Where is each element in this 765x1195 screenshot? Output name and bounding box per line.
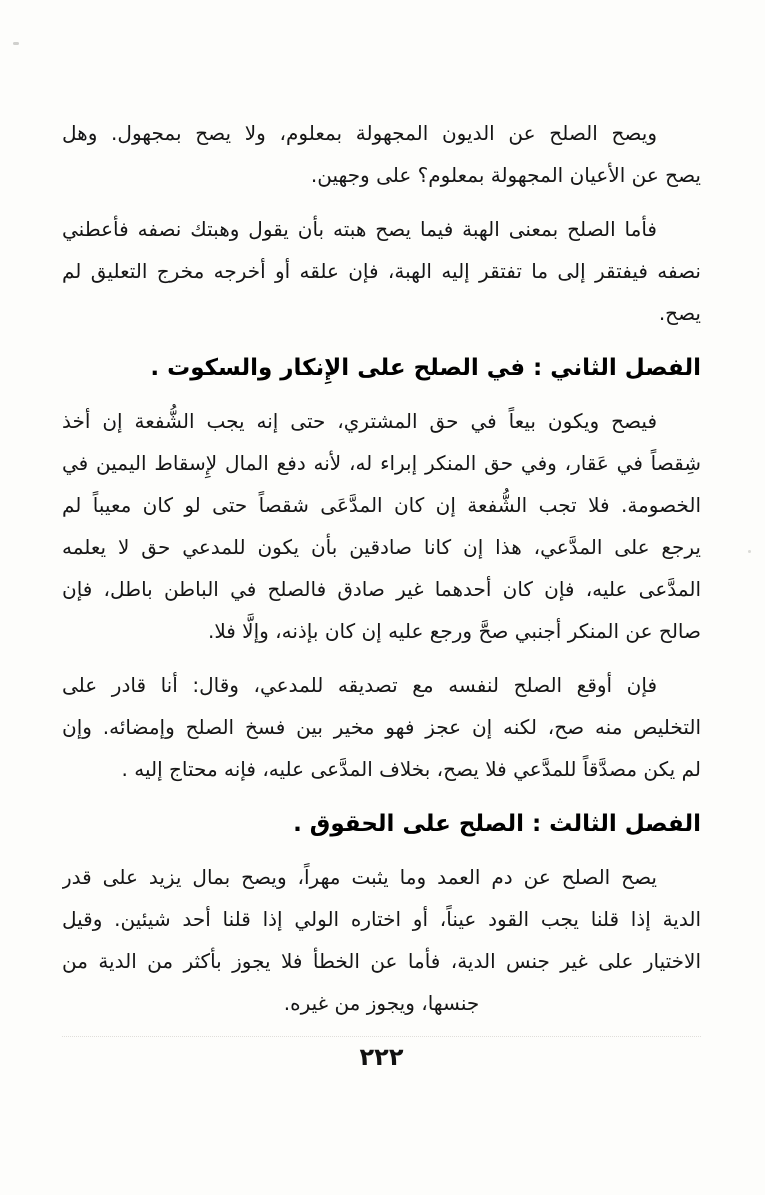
- paragraph-line: شِقصاً في عَقار، وفي حق المنكر إبراء له، لأنه دفع المال لإِسقاط اليمين في: [62, 451, 701, 475]
- page-number: ٢٢٢: [359, 1043, 404, 1071]
- paragraph-line: يصح عن الأعيان المجهولة بمعلوم؟ على وجهين.: [310, 163, 701, 187]
- paragraph: [62, 856, 701, 1024]
- paragraph-line: فيصح ويكون بيعاً في حق المشتري، حتى إنه يجب الشُّفعة إن أخذ: [62, 409, 657, 433]
- paragraph: [62, 208, 701, 334]
- paragraph-line: التخليص منه صح، لكنه إن عجز فهو مخير بين فسخ الصلح وإمضائه. وإن: [62, 715, 701, 739]
- paragraph: [62, 664, 701, 790]
- paragraph-line: الدية إذا قلنا يجب القود عيناً، أو اختاره الولي إذا قلنا أحد شيئين. وقيل: [62, 907, 701, 931]
- scan-artifact-line: [62, 1036, 701, 1037]
- paragraph-line: فأما الصلح بمعنى الهبة فيما يصح هبته بأن يقول وهبتك نصفه فأعطني: [62, 217, 657, 241]
- paragraph: [62, 112, 701, 196]
- paragraph-line: نصفه فيفتقر إلى ما تفتقر إليه الهبة، فإن علقه أو أخرجه مخرج التعليق لم: [62, 259, 701, 283]
- paragraph-line: يرجع على المدَّعي، هذا إن كانا صادقين بأن يكون للمدعي حق لا يعلمه: [62, 535, 701, 559]
- paragraph-line: جنسها، ويجوز من غيره.: [283, 991, 480, 1015]
- section-heading: الفصل الثالث : الصلح على الحقوق .: [293, 811, 701, 837]
- scan-speck: [748, 550, 751, 553]
- paragraph-line: المدَّعى عليه، فإن كان أحدهما غير صادق فالصلح في الباطن باطل، فإن: [62, 577, 701, 601]
- text-block: [62, 112, 701, 1071]
- paragraph-line: لم يكن مصدَّقاً للمدَّعي فلا يصح، بخلاف المدَّعى عليه، فإنه محتاج إليه .: [121, 757, 701, 781]
- paragraph-line: ويصح الصلح عن الديون المجهولة بمعلوم، ولا يصح بمجهول. وهل: [62, 121, 657, 145]
- paragraph-line: يصح الصلح عن دم العمد وما يثبت مهراً، ويصح بمال يزيد على قدر: [62, 865, 657, 889]
- paragraph: [62, 400, 701, 652]
- paragraph-line: الاختيار على غير جنس الدية، فأما عن الخطأ فلا يجوز بأكثر من الدية من: [62, 949, 701, 973]
- paragraph-line: الخصومة. فلا تجب الشُّفعة إن كان المدَّعَى شقصاً حتى لو كان معيباً لم: [62, 493, 701, 517]
- scan-speck: [13, 42, 19, 45]
- paragraph-line: صالح عن المنكر أجنبي صحَّ ورجع عليه إن كان بإذنه، وإلَّا فلا.: [207, 619, 701, 643]
- paragraph-line: فإن أوقع الصلح لنفسه مع تصديقه للمدعي، وقال: أنا قادر على: [62, 673, 657, 697]
- section-heading: الفصل الثاني : في الصلح على الإِنكار والسكوت .: [150, 355, 701, 381]
- paragraph-line: يصح.: [658, 301, 701, 325]
